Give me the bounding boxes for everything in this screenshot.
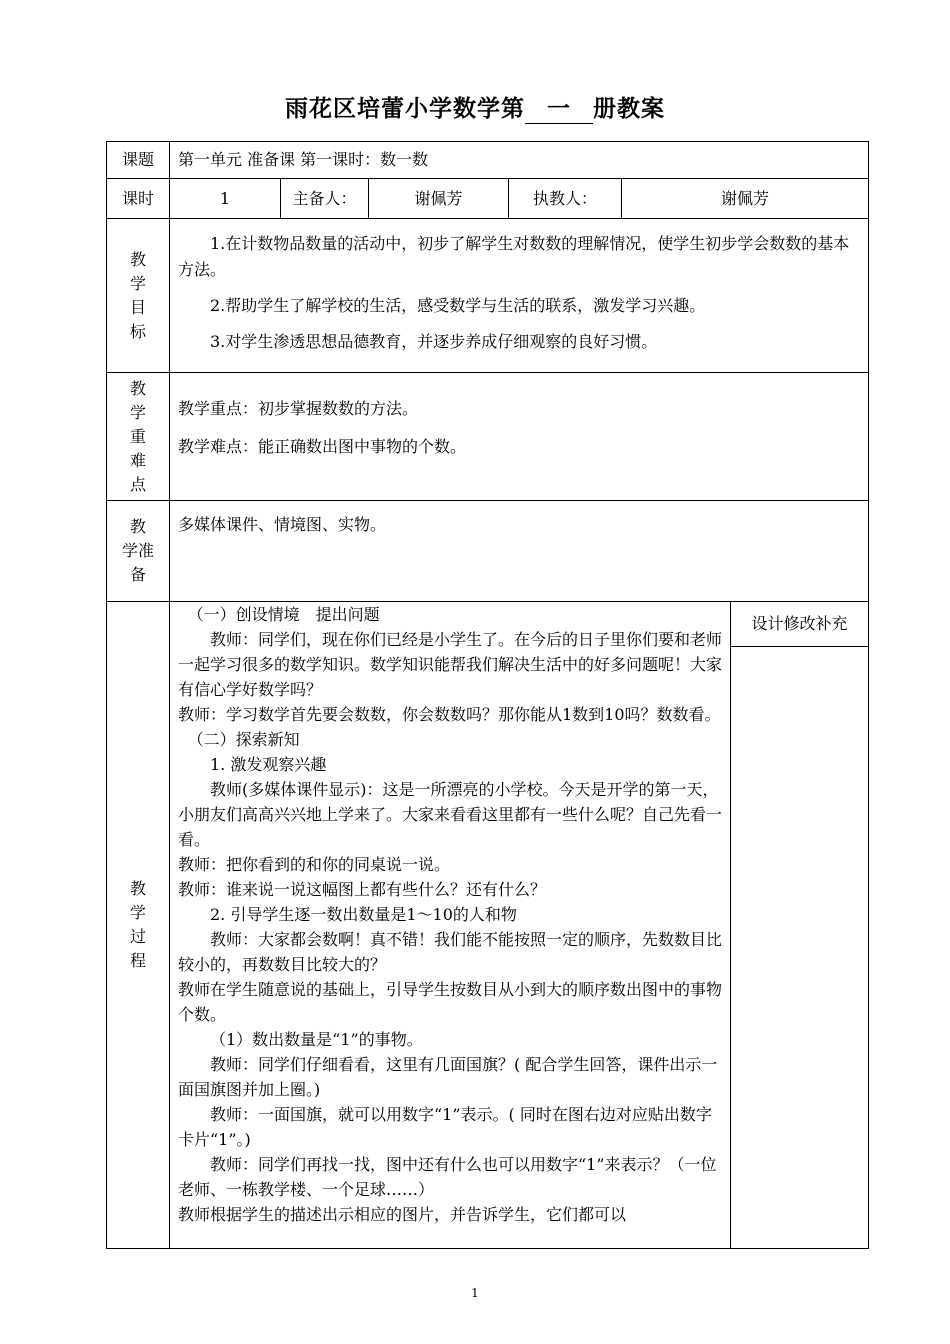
objectives-label: 教 学 目 标: [107, 219, 170, 373]
objective-item: 1.在计数物品数量的活动中，初步了解学生对数数的理解情况，使学生初步学会数数的基本方法。: [178, 234, 850, 279]
paragraph: 教师：同学们再找一找，图中还有什么也可以用数字“1”来表示？（一位老师、一栋教学楼、一个足球……）: [178, 1155, 717, 1199]
preparation-content: 多媒体课件、情境图、实物。: [170, 501, 869, 602]
process-label: 教 学 过 程: [107, 602, 170, 1249]
key-points-label: 教 学 重 难 点: [107, 373, 170, 501]
objective-item: 2.帮助学生了解学校的生活，感受数学与生活的联系，激发学习兴趣。: [210, 296, 706, 315]
topic-value: 第一单元 准备课 第一课时：数一数: [170, 142, 869, 179]
main-preparer-value: 谢佩芳: [369, 179, 509, 219]
objective-item: 3.对学生渗透思想品德教育，并逐步养成仔细观察的良好习惯。: [210, 332, 658, 351]
key-points-content: [170, 373, 869, 501]
page-number: 1: [471, 1286, 479, 1300]
key-difficulty: 教学难点：能正确数出图中事物的个数。: [178, 437, 467, 456]
paragraph: 教师：同学们仔细看看，这里有几面国旗？( 配合学生回答，课件出示一面国旗图并加上圈。): [178, 1055, 718, 1099]
period-value: 1: [170, 179, 281, 219]
paragraph: 教师：大家都会数啊！真不错！我们能不能按照一定的顺序，先数数目比较小的，再数数目比较大的？: [178, 930, 723, 974]
key-focus: 教学重点：初步掌握数数的方法。: [178, 399, 419, 418]
paragraph: 教师：把你看到的和你的同桌说一说。: [178, 855, 451, 874]
lesson-plan-table: [106, 141, 869, 1249]
paragraph: 教师(多媒体课件显示)：这是一所漂亮的小学校。今天是开学的第一天，小朋友们高高兴兴地上学来了。大家来看看这里都有一些什么呢？自己先看一看。: [178, 780, 723, 849]
teacher-label: 执教人：: [509, 179, 622, 219]
revision-header: 设计修改补充: [731, 602, 868, 647]
subsection-heading: 1. 激发观察兴趣: [210, 755, 327, 774]
title-suffix: 册教案: [593, 96, 665, 122]
title-volume: 一: [525, 90, 593, 124]
section-heading: （二）探索新知: [187, 730, 300, 749]
paragraph: 教师在学生随意说的基础上，引导学生按数目从小到大的顺序数出图中的事物个数。: [178, 980, 723, 1024]
process-content: [170, 602, 731, 1249]
preparation-label: 教 学准 备: [107, 501, 170, 602]
paragraph: 教师：学习数学首先要会数数，你会数数吗？那你能从1数到10吗？数数看。: [178, 705, 721, 724]
title-prefix: 雨花区培蕾小学数学第: [285, 96, 525, 122]
paragraph: 教师根据学生的描述出示相应的图片，并告诉学生，它们都可以: [178, 1205, 627, 1224]
topic-label: 课题: [107, 142, 170, 179]
paragraph: 教师：谁来说一说这幅图上都有些什么？还有什么？: [178, 880, 547, 899]
revision-column: [731, 602, 869, 1249]
subsection-heading: 2. 引导学生逐一数出数量是1～10的人和物: [210, 905, 517, 924]
period-label: 课时: [107, 179, 170, 219]
paragraph: 教师：同学们，现在你们已经是小学生了。在今后的日子里你们要和老师一起学习很多的数学知识。数学知识能帮我们解决生活中的好多问题呢！大家有信心学好数学吗？: [178, 630, 723, 699]
document-title: [0, 90, 950, 124]
teacher-value: 谢佩芳: [622, 179, 869, 219]
step-heading: （1）数出数量是“1”的事物。: [210, 1030, 423, 1049]
section-heading: （一）创设情境 提出问题: [187, 605, 380, 624]
main-preparer-label: 主备人：: [281, 179, 369, 219]
objectives-content: [170, 219, 869, 373]
paragraph: 教师：一面国旗，就可以用数字“1”表示。( 同时在图右边对应贴出数字卡片“1”。): [178, 1105, 712, 1149]
